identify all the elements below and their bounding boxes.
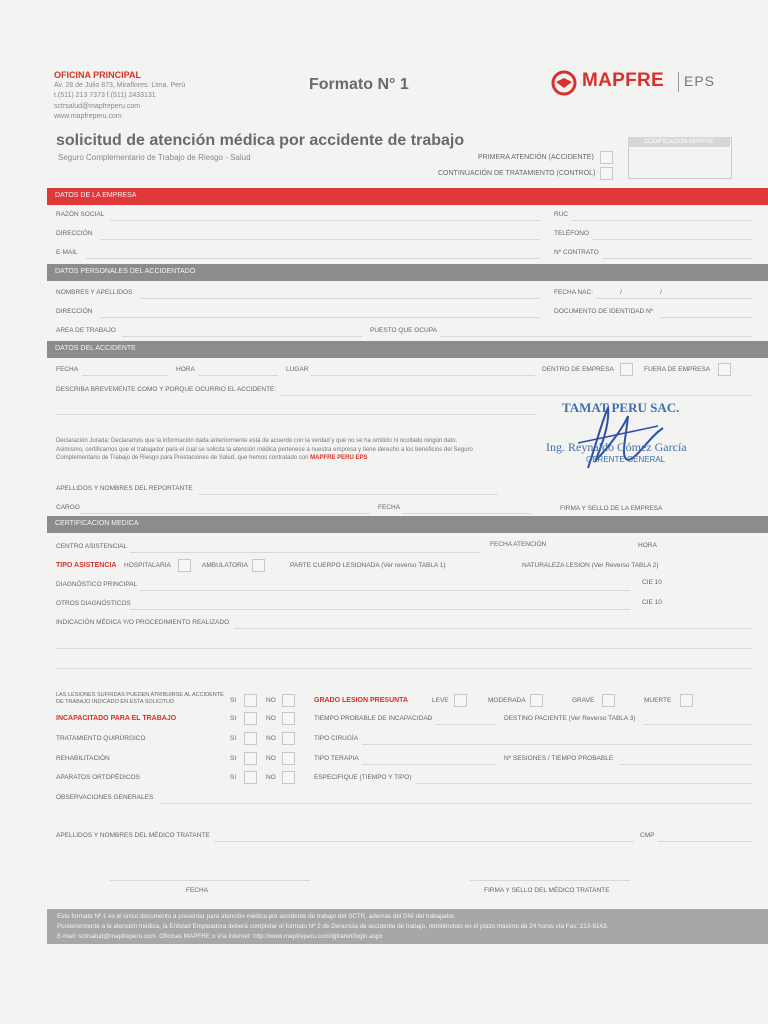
medico-field[interactable] [214,841,634,842]
incapacitado-label: INCAPACITADO PARA EL TRABAJO [56,715,177,722]
incapacitado-no-checkbox[interactable] [282,712,295,725]
fecha-accidente-label: FECHA [56,366,79,373]
centro-label: CENTRO ASISTENCIAL [56,543,128,550]
telefono-label: TELÉFONO [554,230,590,237]
cirugia-label: TIPO CIRUGÍA [314,735,359,742]
diagnostico-label: DIAGNÓSTICO PRINCIPAL [56,581,138,588]
rehab-si-label: SI [230,755,237,762]
stamp-company: TAMAT PERU SAC. [562,400,680,415]
grado-label: GRADO LESION PRESUNTA [314,697,408,704]
lesiones-label: LAS LESIONES SUFRIDAS PUEDEN ATRIBUIRSE AL ACCIDENTE DE TRABAJO INDICADO EN ESTA SOLICITUD [56,692,224,705]
footer-line-1: Este formato Nº 1 es el único documento a presentar para atención médica por accidente de trabajo del SCTR, además del DNI del trabajador. [57,913,456,920]
especifique-field[interactable] [416,783,752,784]
aparatos-label: APARATOS ORTOPÉDICOS [56,774,140,781]
brand-suffix: EPS [684,73,716,89]
stamp-name: Ing. Reynaldo Gómez García [546,440,687,454]
ruc-label: RUC [554,211,569,218]
grave-checkbox[interactable] [602,694,615,707]
section-empresa [47,188,768,205]
otros-field[interactable] [130,609,630,610]
sesiones-field[interactable] [620,764,752,765]
muerte-label: MUERTE [644,697,672,704]
incapacitado-si-checkbox[interactable] [244,712,257,725]
tipo-asistencia-label: TIPO ASISTENCIA [56,562,117,569]
fecha-accidente-field[interactable] [82,375,168,376]
rehab-no-label: NO [266,755,276,762]
section-empresa-title: DATOS DE LA EMPRESA [55,192,137,199]
cargo-label: CARGO [56,504,80,511]
quirurgico-no-checkbox[interactable] [282,732,295,745]
section-accidente-title: DATOS DEL ACCIDENTE [55,345,136,352]
diagnostico-field[interactable] [140,590,630,591]
nombres-field[interactable] [140,298,540,299]
leve-checkbox[interactable] [454,694,467,707]
ambulatoria-label: AMBULATORIA [202,562,248,569]
rehab-label: REHABILITACIÓN [56,755,110,762]
muerte-checkbox[interactable] [680,694,693,707]
quirurgico-no-label: NO [266,735,276,742]
lesiones-no-label: NO [266,697,276,704]
indicacion-label: INDICACIÓN MÉDICA Y/O PROCEDIMIENTO REALIZADO [56,619,230,626]
fecha-medico-label: FECHA [186,887,209,894]
fuera-empresa-checkbox[interactable] [718,363,731,376]
brand-divider [678,72,679,92]
footer-line-2: Posteriormente a la atención médica, la Entidad Empleadora deberá completar el formato Nº 2 de Denuncia de accidente de trabajo, remitiéndolo en el plazo máximo de 24 horas vía Fax: 213-9143. [57,923,609,930]
quirurgico-si-label: SI [230,735,237,742]
describa-field-1[interactable] [280,395,752,396]
email-label: E-MAIL [56,249,78,256]
dentro-empresa-label: DENTRO DE EMPRESA [542,366,614,373]
aparatos-si-label: SI [230,774,237,781]
section-certificacion [47,516,768,533]
section-accidente [47,341,768,358]
codificacion-label: CODIFICACION MAPFRE [628,137,730,147]
aparatos-si-checkbox[interactable] [244,771,257,784]
footer-notice [47,909,768,944]
declaracion-text: Declaración Jurada: Declaramos que la información dada anteriormente está de acuerdo con la verdad y que no se ha omitido ni ocultado ningún dato. Asimismo, certificamos que el trabajador para el cual se solicita la atención médica pertenece a nuestra empresa y tiene derecho a los beneficios del Seguro Complementario de Trabajo de Riesgo para Prestaciones de Salud, que hemos contratado con [56,438,473,461]
lesiones-si-label: SI [230,697,237,704]
office-address: Av. 28 de Julio 873, Miraflores. Lima. Perú [54,82,186,89]
office-web: www.mapfreperu.com [54,113,122,120]
razon-social-label: RAZÓN SOCIAL [56,211,105,218]
hora-atencion-label: HORA [638,542,657,549]
puesto-label: PUESTO QUE OCUPA [370,327,437,334]
office-phones: t.(511) 213 7373 f.(511) 2433131 [54,92,156,99]
fecha-reporte-field[interactable] [402,513,532,514]
fecha-nac-field[interactable] [596,298,752,299]
reportante-field[interactable] [198,494,498,495]
cie2-label: CIE 10 [642,599,662,606]
continuacion-checkbox[interactable] [600,167,613,180]
firma-empresa-label: FIRMA Y SELLO DE LA EMPRESA [560,505,663,512]
brand-name: MAPFRE [582,70,665,91]
firma-medico-label: FIRMA Y SELLO DEL MÉDICO TRATANTE [484,887,610,894]
grave-label: GRAVE [572,697,595,704]
terapia-field[interactable] [362,764,496,765]
hospitalaria-label: HOSPITALARIA [124,562,171,569]
naturaleza-label: NATURALEZA LESION (Ver Reverso TABLA 2) [522,562,659,569]
centro-field[interactable] [130,552,480,553]
declaracion-company: MAPFRE PERU EPS [310,455,368,461]
indicacion-field-1[interactable] [234,628,752,629]
indicacion-field-3[interactable] [56,668,752,669]
medico-label: APELLIDOS Y NOMBRES DEL MÉDICO TRATANTE [56,832,210,839]
moderada-label: MODERADA [488,697,526,704]
documento-field[interactable] [660,317,752,318]
cirugia-field[interactable] [362,744,752,745]
fecha-nac-sep2: / [660,289,662,296]
reportante-label: APELLIDOS Y NOMBRES DEL REPORTANTE [56,485,193,492]
aparatos-no-label: NO [266,774,276,781]
declaracion-jurada [56,437,486,463]
observaciones-field[interactable] [160,803,752,804]
area-field[interactable] [122,336,362,337]
section-accidentado [47,264,768,281]
rehab-si-checkbox[interactable] [244,752,257,765]
incapacitado-no-label: NO [266,715,276,722]
hospitalaria-checkbox[interactable] [178,559,191,572]
dentro-empresa-checkbox[interactable] [620,363,633,376]
describa-label: DESCRIBA BREVEMENTE COMO Y PORQUE OCURRIO EL ACCIDENTE: [56,386,277,393]
lesiones-no-checkbox[interactable] [282,694,295,707]
form-title: solicitud de atención médica por accidente de trabajo [56,132,465,149]
direccion-accidentado-label: DIRECCIÓN [56,308,93,315]
quirurgico-label: TRATAMIENTO QUIRÚRGICO [56,735,146,742]
firma-medico-field[interactable] [470,880,630,881]
contrato-label: Nº CONTRATO [554,249,599,256]
incapacitado-si-label: SI [230,715,237,722]
continuacion-label: CONTINUACIÓN DE TRATAMIENTO (CONTROL) [438,170,596,177]
hora-accidente-field[interactable] [198,375,278,376]
parte-cuerpo-label: PARTE CUERPO LESIONADA (Ver reverso TABLA 1) [290,562,446,569]
ambulatoria-checkbox[interactable] [252,559,265,572]
puesto-field[interactable] [440,336,752,337]
office-title: OFICINA PRINCIPAL [54,70,141,80]
quirurgico-si-checkbox[interactable] [244,732,257,745]
fecha-medico-field[interactable] [110,880,310,881]
razon-social-field[interactable] [110,220,540,221]
stamp-role: GERENTE GENERAL [586,455,666,464]
indicacion-field-2[interactable] [56,648,752,649]
observaciones-label: OBSERVACIONES GENERALES [56,794,154,801]
section-certificacion-title: CERTIFICACION MEDICA [55,520,139,527]
destino-field[interactable] [644,724,752,725]
fuera-empresa-label: FUERA DE EMPRESA [644,366,711,373]
direccion-empresa-label: DIRECCIÓN [56,230,93,237]
cmp-label: CMP [640,832,655,839]
especifique-label: ESPECIFIQUE (TIEMPO Y TIPO) [314,774,412,781]
fecha-atencion-label: FECHA ATENCIÓN [490,541,547,548]
section-accidentado-title: DATOS PERSONALES DEL ACCIDENTADO [55,268,196,275]
formato-number: Formato N° 1 [309,76,409,93]
nombres-label: NOMBRES Y APELLIDOS [56,289,133,296]
primera-atencion-label: PRIMERA ATENCIÓN (ACCIDENTE) [478,154,594,161]
cie1-label: CIE 10 [642,579,662,586]
lugar-field[interactable] [310,375,535,376]
cargo-field[interactable] [80,513,370,514]
terapia-label: TIPO TERAPIA [314,755,359,762]
fecha-nac-label: FECHA NAC: [554,289,594,296]
otros-label: OTROS DIAGNÓSTICOS [56,600,131,607]
primera-atencion-checkbox[interactable] [600,151,613,164]
direccion-empresa-field[interactable] [100,239,540,240]
fecha-reporte-label: FECHA [378,504,401,511]
lugar-label: LUGAR [286,366,309,373]
area-label: AREA DE TRABAJO [56,327,116,334]
tiempo-incapacidad-field[interactable] [436,724,496,725]
documento-label: DOCUMENTO DE IDENTIDAD Nº [554,308,654,315]
describa-field-2[interactable] [56,414,536,415]
hora-accidente-label: HORA [176,366,195,373]
leve-label: LEVE [432,697,449,704]
telefono-field[interactable] [592,239,752,240]
office-email: sctrsalud@mapfreperu.com [54,103,141,110]
aparatos-no-checkbox[interactable] [282,771,295,784]
footer-line-3: E-mail: sctrsalud@mapfreperu.com. Oficinas MAPFRE o Vía Internet: http://www.mapfreperu.com/igtranet/login.aspx [57,933,383,940]
lesiones-si-checkbox[interactable] [244,694,257,707]
mapfre-logo-icon [550,70,578,96]
direccion-accidentado-field[interactable] [100,317,540,318]
contrato-field[interactable] [602,258,752,259]
destino-label: DESTINO PACIENTE (Ver Reverso TABLA 3) [504,715,636,722]
fecha-nac-sep1: / [620,289,622,296]
sesiones-label: Nº SESIONES / TIEMPO PROBABLE [504,755,614,762]
moderada-checkbox[interactable] [530,694,543,707]
rehab-no-checkbox[interactable] [282,752,295,765]
form-subtitle: Seguro Complementario de Trabajo de Riesgo - Salud [58,153,251,162]
signature-icon [568,398,668,478]
ruc-field[interactable] [572,220,752,221]
email-field[interactable] [86,258,540,259]
tiempo-incapacidad-label: TIEMPO PROBABLE DE INCAPACIDAD [314,715,433,722]
cmp-field[interactable] [658,841,752,842]
